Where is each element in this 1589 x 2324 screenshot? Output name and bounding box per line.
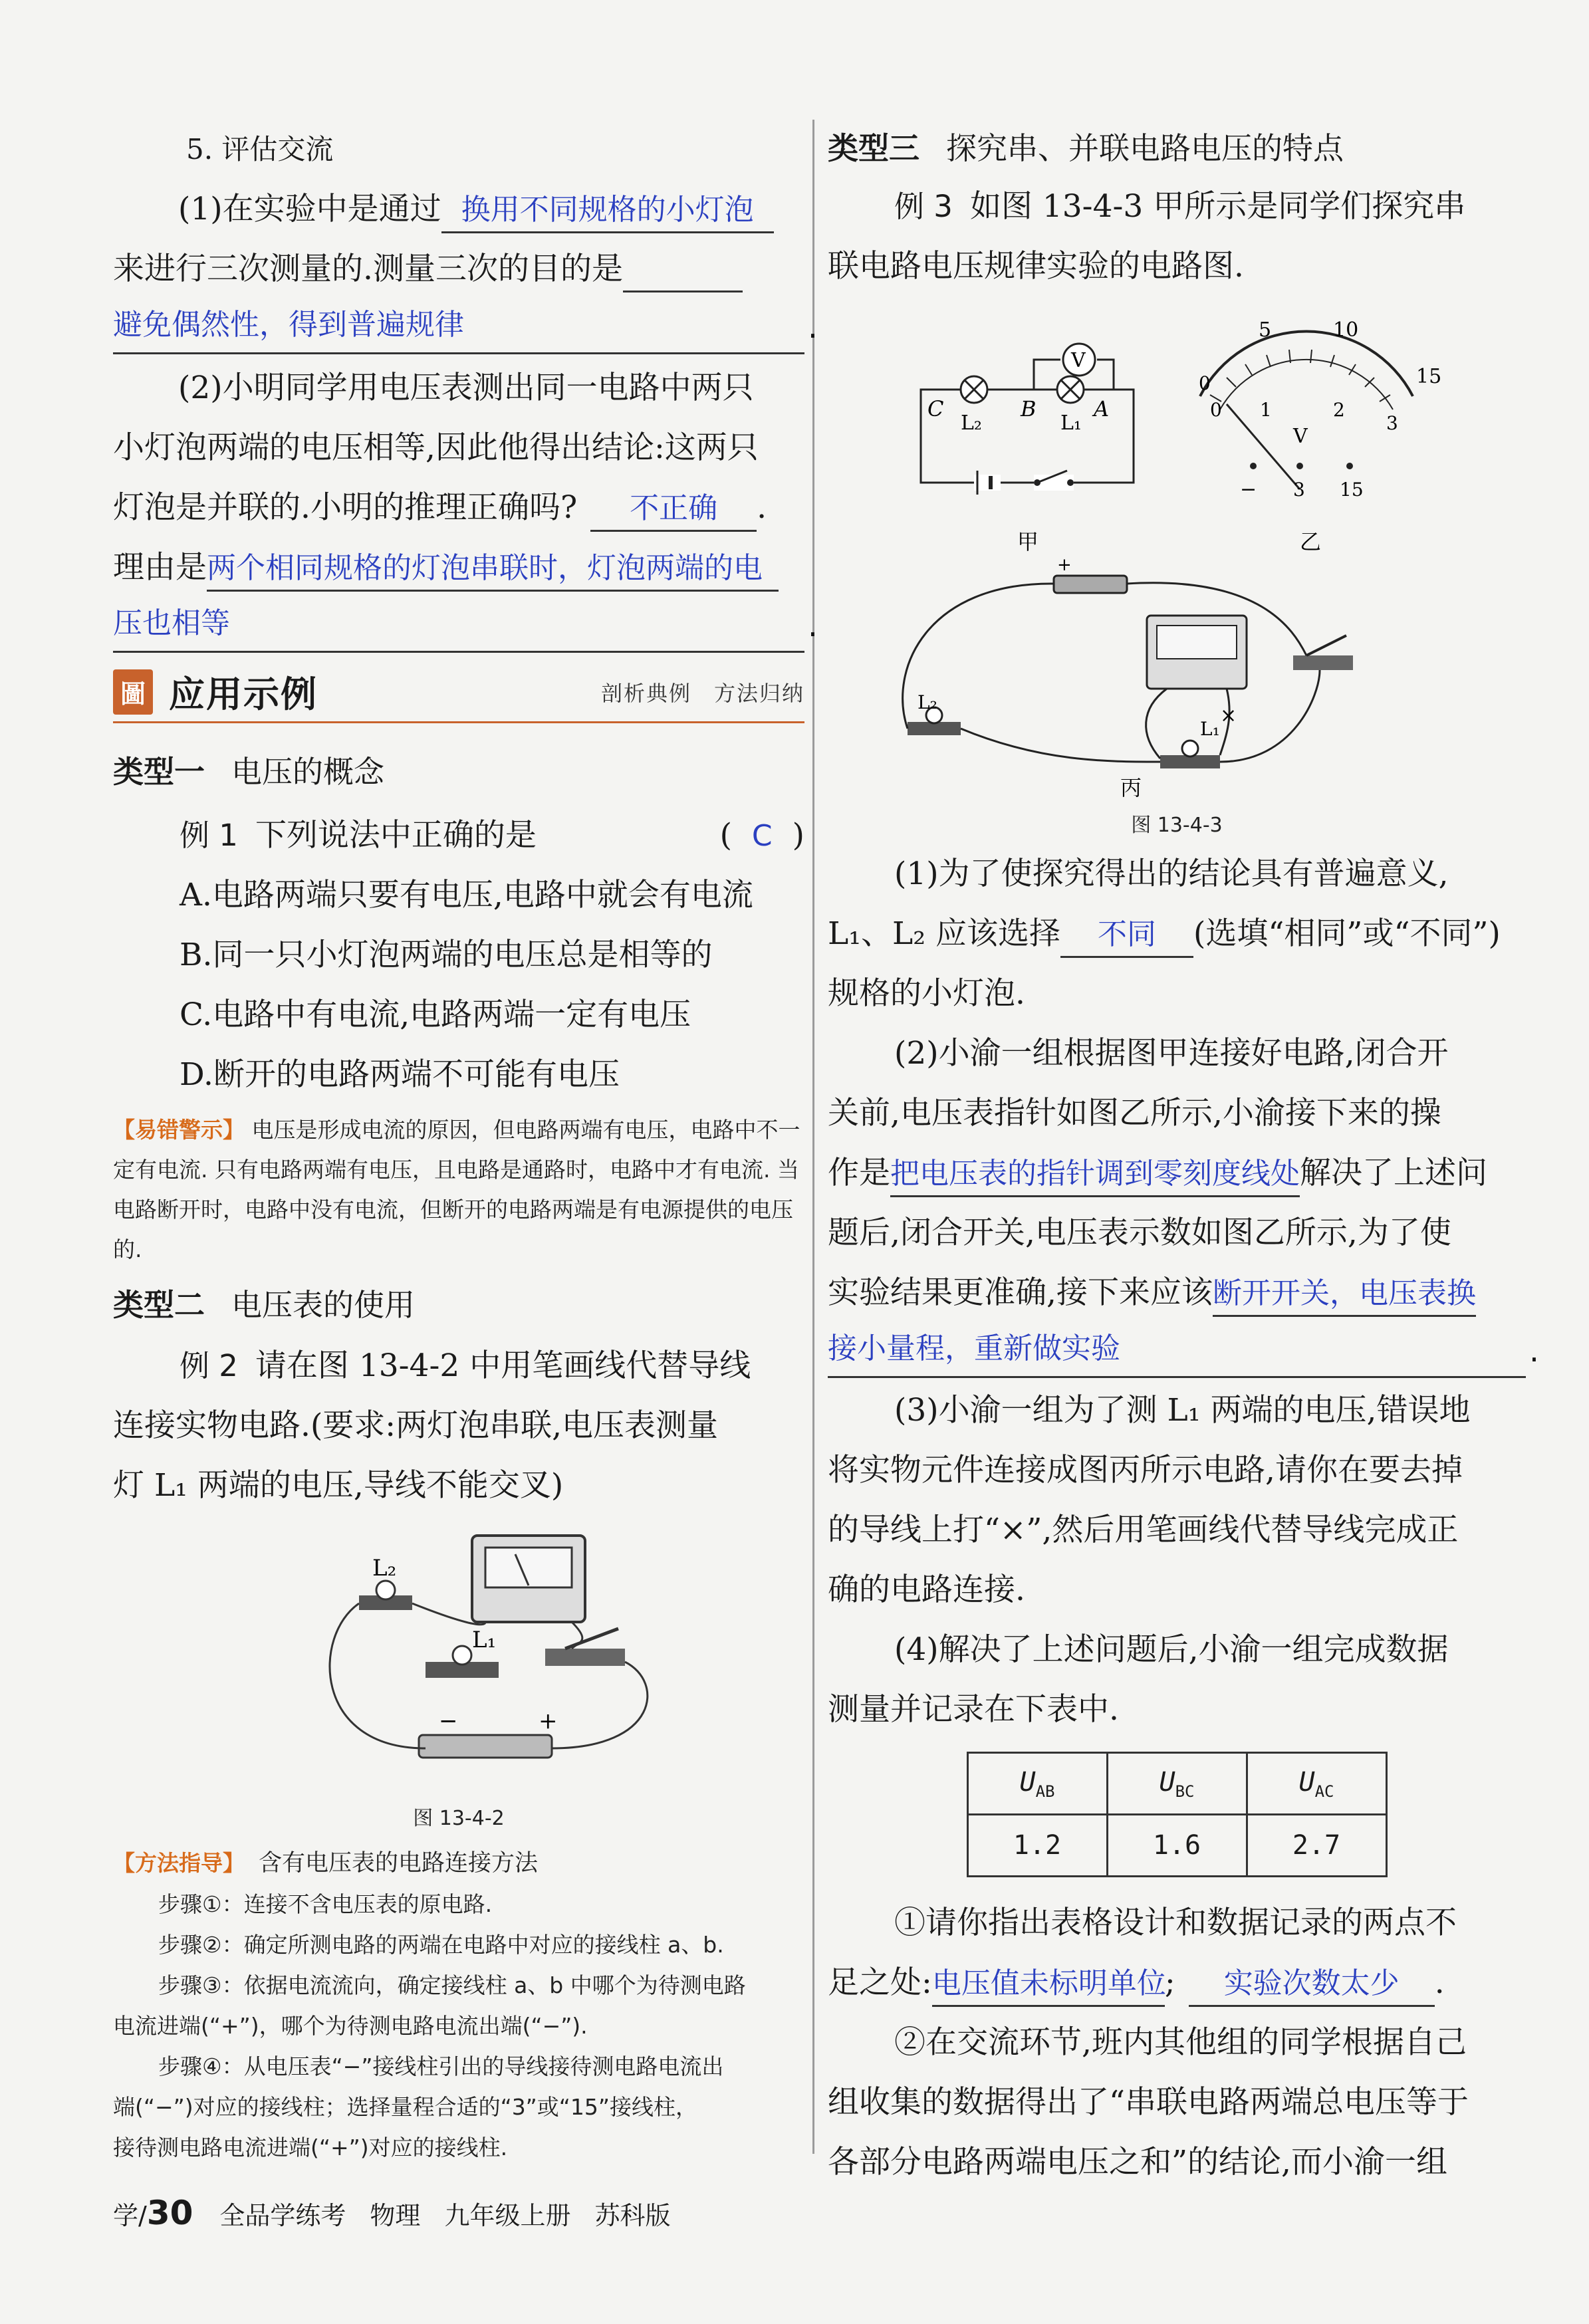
q2-line3: 灯泡是并联的.小明的推理正确吗? 不正确 .: [113, 478, 804, 538]
example3-line1: 例 3 如图 13-4-3 甲所示是同学们探究串: [894, 188, 1466, 225]
table-cell: 1.6: [1107, 1815, 1247, 1877]
figure-13-4-3: [828, 296, 1526, 802]
svg-text:B: B: [1021, 396, 1037, 421]
q1-answer2: 避免偶然性，得到普遍规律 .: [113, 299, 804, 354]
blank-line: [623, 248, 743, 292]
svg-text:L₁: L₁: [472, 1627, 497, 1653]
part2-answer1: 把电压表的指针调到零刻度线处: [890, 1153, 1300, 1197]
part1-line2: L₁、L₂ 应该选择 不同 (选填“相同”或“不同”): [828, 904, 1526, 964]
svg-text:10: 10: [1333, 318, 1359, 342]
svg-text:0: 0: [1210, 399, 1222, 421]
figure-13-4-3-caption: 图 13-4-3: [1131, 814, 1223, 837]
part2-answer2a: 断开开关，电压表换: [1213, 1272, 1476, 1317]
type1-heading: 类型一 电压的概念: [113, 754, 384, 790]
svg-text:C: C: [927, 396, 944, 421]
page-footer: [113, 2194, 694, 2232]
part2-answer2b: 接小量程，重新做实验 .: [828, 1323, 1526, 1378]
type3-heading: 类型三 探究串、并联电路电压的特点: [828, 130, 1344, 166]
footer-subject: 物理: [370, 2201, 421, 2230]
part1-line3: 规格的小灯泡.: [828, 975, 1025, 1012]
table-cell: 1.2: [967, 1815, 1107, 1877]
method-step4b: 端(“−”)对应的接线柱；选择量程合适的“3”或“15”接线柱，: [113, 2094, 697, 2120]
svg-text:1: 1: [1260, 399, 1272, 421]
method-step2: 步骤②：确定所测电路的两端在电路中对应的接线柱 a、b.: [158, 1932, 724, 1958]
period: .: [808, 608, 818, 644]
q1-line2: 来进行三次测量的.测量三次的目的是: [113, 239, 804, 299]
subq1-answer2: 实验次数太少: [1189, 1962, 1435, 2007]
part2-line4: 题后,闭合开关,电压表示数如图乙所示,为了使: [828, 1215, 1451, 1251]
section-header-application: [113, 662, 804, 723]
method-guide-heading: 【方法指导】 含有电压表的电路连接方法: [113, 1850, 538, 1877]
svg-text:−: −: [1240, 478, 1257, 501]
svg-text:15: 15: [1340, 479, 1364, 501]
svg-text:5: 5: [1259, 318, 1272, 342]
voltmeter-dial-yi: [1199, 318, 1441, 501]
svg-text:×: ×: [1220, 704, 1237, 727]
part1-answer: 不同: [1060, 913, 1193, 958]
q2-line2: 小灯泡两端的电压相等,因此他得出结论:这两只: [113, 429, 759, 466]
q2-answer1: 不正确: [590, 487, 757, 532]
data-table-wrapper: [828, 1752, 1526, 1877]
method-step4a: 步骤④：从电压表“−”接线柱引出的导线接待测电路电流出: [158, 2053, 724, 2079]
example1: 例 1 下列说法中正确的是 ( C ): [180, 817, 804, 854]
method-step4c: 接待测电路电流进端(“+”)对应的接线柱.: [113, 2135, 508, 2160]
warning-tag: 【易错警示】: [113, 1117, 245, 1143]
section-5-title: 5. 评估交流: [186, 133, 334, 166]
svg-text:3: 3: [1386, 412, 1398, 434]
figure-bing-label: 丙: [1120, 775, 1142, 800]
part3-line2: 将实物元件连接成图丙所示电路,请你在要去掉: [828, 1452, 1463, 1488]
subq2-line3: 各部分电路两端电压之和”的结论,而小渝一组: [828, 2144, 1447, 2180]
example2-line2: 连接实物电路.(要求:两灯泡串联,电压表测量: [113, 1407, 719, 1444]
part4-line2: 测量并记录在下表中.: [828, 1691, 1119, 1728]
period: .: [1529, 1333, 1539, 1369]
mistake-warning: 【易错警示】 电压是形成电流的原因，但电路两端有电压，电路中不一定有电流. 只有电路两端有电压，且电路是通路时，电路中才有电流. 当电路断开时，电路中没有电流，但断开的电路两端是有电源提供的电压的.: [113, 1117, 800, 1262]
option-a: A.电路两端只要有电压,电路中就会有电流: [180, 877, 753, 913]
period: .: [808, 309, 818, 346]
svg-text:V: V: [1293, 425, 1308, 448]
column-divider: [812, 120, 814, 2154]
svg-text:L₁: L₁: [1200, 718, 1220, 740]
svg-text:2: 2: [1333, 399, 1345, 421]
table-header-ubc: $U_{BC}$: [1107, 1753, 1247, 1815]
svg-text:+: +: [539, 1708, 558, 1734]
method-step1: 步骤①：连接不含电压表的原电路.: [158, 1891, 493, 1917]
q2-answer2b: 压也相等 .: [113, 598, 804, 653]
subq1-line2: 足之处:电压值未标明单位; 实验次数太少 .: [828, 1953, 1526, 2013]
section-subtitle: 剖析典例 方法归纳: [600, 680, 804, 706]
svg-text:0: 0: [1199, 372, 1211, 394]
subq1-answer1: 电压值未标明单位: [932, 1962, 1165, 2007]
page-number: 30: [146, 2194, 193, 2232]
voltage-data-table: [967, 1752, 1388, 1877]
table-header-uab: $U_{AB}$: [967, 1753, 1107, 1815]
subq1-line1: ①请你指出表格设计和数据记录的两点不: [894, 1905, 1457, 1941]
subq2-line1: ②在交流环节,班内其他组的同学根据自己: [894, 2024, 1467, 2061]
part1-line1: (1)为了使探究得出的结论具有普遍意义,: [894, 856, 1449, 892]
svg-text:L₂: L₂: [917, 691, 937, 713]
svg-text:V: V: [1071, 349, 1086, 372]
example3-line2: 联电路电压规律实验的电路图.: [828, 248, 1244, 285]
option-c: C.电路中有电流,电路两端一定有电压: [180, 996, 691, 1033]
table-row: [967, 1815, 1386, 1877]
svg-text:+: +: [1057, 555, 1072, 575]
svg-text:3: 3: [1293, 479, 1305, 501]
type2-heading: 类型二 电压表的使用: [113, 1287, 415, 1323]
svg-text:15: 15: [1416, 365, 1442, 388]
circuit-diagram-jia: [921, 344, 1134, 495]
q2-line1: (2)小明同学用电压表测出同一电路中两只: [178, 370, 754, 406]
left-column: [113, 120, 818, 2168]
q2-answer2a: 两个相同规格的灯泡串联时，灯泡两端的电: [207, 547, 779, 592]
part2-line2: 关前,电压表指针如图乙所示,小渝接下来的操: [828, 1095, 1441, 1131]
part3-line4: 确的电路连接.: [828, 1571, 1025, 1608]
table-cell: 2.7: [1247, 1815, 1386, 1877]
table-header-row: [967, 1753, 1386, 1815]
footer-edition: 苏科版: [594, 2201, 671, 2230]
method-step3a: 步骤③：依据电流流向，确定接线柱 a、b 中哪个为待测电路: [158, 1972, 746, 1998]
circuit-photo-bing: [903, 555, 1353, 768]
book-icon: 圖: [113, 669, 153, 715]
section-title: 应用示例: [169, 673, 318, 715]
svg-text:L₂: L₂: [372, 1555, 397, 1581]
part2-line1: (2)小渝一组根据图甲连接好电路,闭合开: [894, 1035, 1449, 1072]
svg-text:−: −: [439, 1708, 458, 1734]
svg-text:A: A: [1094, 396, 1110, 421]
subq2-line2: 组收集的数据得出了“串联电路两端总电压等于: [828, 2084, 1469, 2121]
part2-line3: 作是把电压表的指针调到零刻度线处解决了上述问: [828, 1143, 1526, 1203]
footer-grade: 九年级上册: [444, 2201, 571, 2230]
example1-answer: C: [751, 819, 773, 853]
figure-jia-label: 甲: [1017, 529, 1039, 554]
option-b: B.同一只小灯泡两端的电压总是相等的: [180, 937, 713, 973]
option-d: D.断开的电路两端不可能有电压: [180, 1056, 620, 1093]
svg-text:L₁: L₁: [1060, 411, 1082, 435]
example2-line3: 灯 L₁ 两端的电压,导线不能交叉): [113, 1467, 564, 1504]
svg-text:L₂: L₂: [961, 411, 982, 435]
method-step3b: 电流进端(“+”)，哪个为待测电路电流出端(“−”).: [113, 2013, 588, 2039]
q1-answer1: 换用不同规格的小灯泡: [441, 189, 774, 233]
right-column: [828, 120, 1539, 2192]
part3-line3: 的导线上打“×”,然后用笔画线代替导线完成正: [828, 1512, 1459, 1548]
table-header-uac: $U_{AC}$: [1247, 1753, 1386, 1815]
footer-prefix: 学/: [113, 2201, 147, 2230]
q1-line1: (1)在实验中是通过 换用不同规格的小灯泡: [113, 179, 804, 239]
figure-13-4-3-diagrams: [828, 296, 1526, 802]
circuit-photo-illustration: [113, 1529, 804, 1795]
footer-book: 全品学练考: [219, 2201, 346, 2230]
figure-13-4-2-caption: 图 13-4-2: [413, 1807, 505, 1830]
example2-line1: 例 2 请在图 13-4-2 中用笔画线代替导线: [180, 1347, 751, 1384]
part4-line1: (4)解决了上述问题后,小渝一组完成数据: [894, 1631, 1449, 1668]
q2-line4: 理由是两个相同规格的灯泡串联时，灯泡两端的电: [113, 538, 804, 598]
figure-yi-label: 乙: [1300, 529, 1322, 554]
figure-13-4-2: [113, 1529, 804, 1795]
part2-line5: 实验结果更准确,接下来应该断开开关，电压表换: [828, 1263, 1526, 1323]
part3-line1: (3)小渝一组为了测 L₁ 两端的电压,错误地: [894, 1392, 1471, 1429]
